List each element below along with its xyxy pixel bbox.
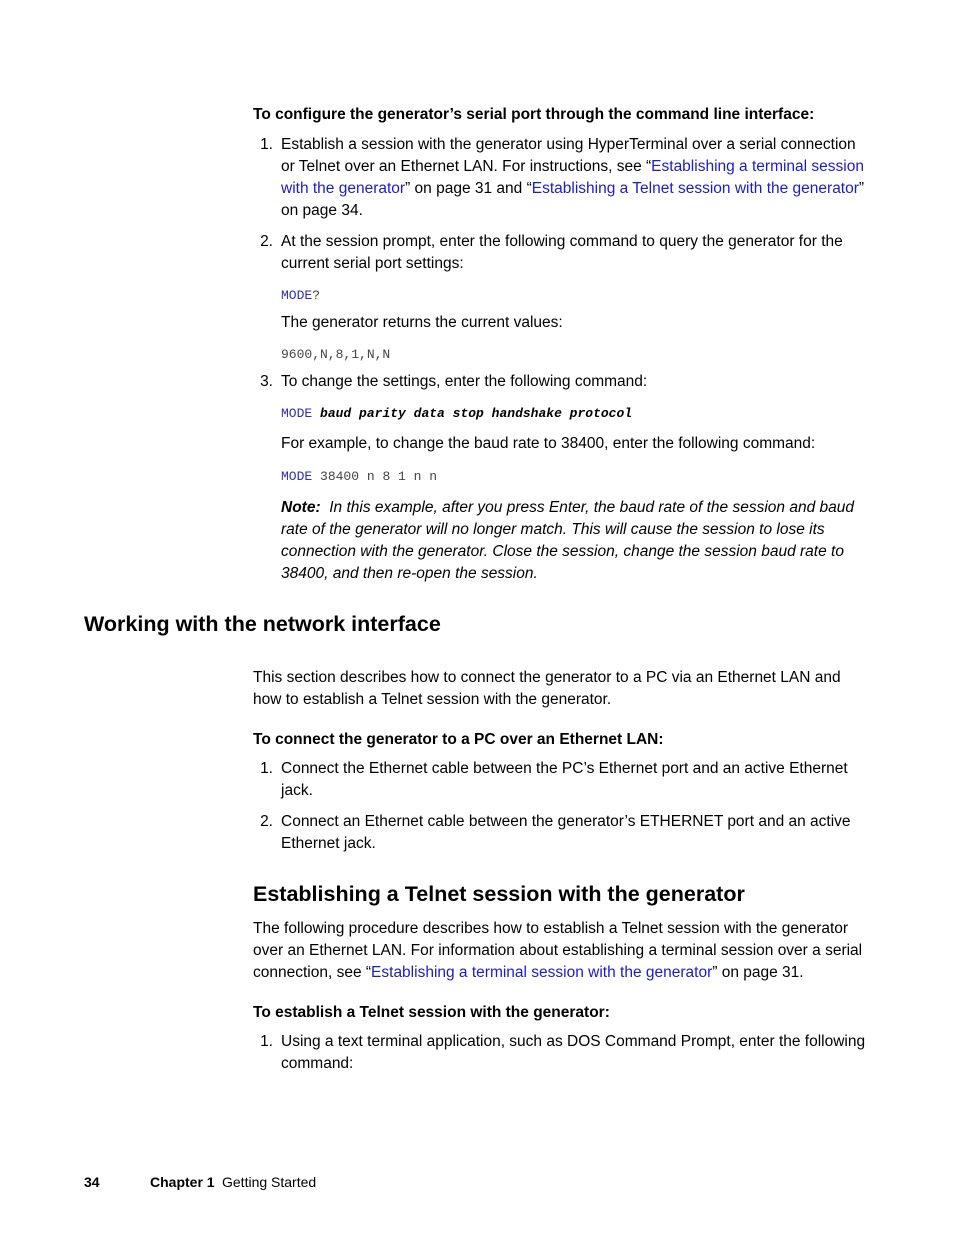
intro-text-b: ” on page 31. bbox=[712, 964, 804, 981]
chapter-label: Chapter 1 bbox=[150, 1174, 215, 1190]
returns-text: The generator returns the current values: bbox=[281, 314, 563, 331]
step-number: 2. bbox=[260, 813, 273, 830]
list-item-step-1 bbox=[253, 1031, 873, 1075]
code-rest: ? bbox=[312, 288, 321, 303]
example-text: For example, to change the baud rate to 38400, enter the following command: bbox=[281, 435, 816, 452]
procedure-heading-serial: To configure the generator’s serial port through the command line interface: bbox=[253, 106, 815, 123]
code-mode-query bbox=[281, 288, 320, 303]
page-number: 34 bbox=[84, 1174, 100, 1190]
intro-text-a: The following procedure describes how to establish a Telnet session with the generator over an Ethernet LAN. For information about establishing a terminal session over a serial connection, see “ bbox=[253, 920, 863, 981]
section-intro-telnet bbox=[253, 918, 873, 984]
list-item-step-3 bbox=[253, 371, 873, 393]
link-terminal-session[interactable]: Establishing a terminal session with the generator bbox=[371, 964, 713, 981]
code-rest: 38400 n 8 1 n n bbox=[320, 469, 438, 484]
list-item-step-1 bbox=[253, 134, 873, 222]
step-number: 1. bbox=[260, 1033, 273, 1050]
code-mode-syntax bbox=[281, 406, 632, 421]
list-item-step-2 bbox=[253, 231, 873, 275]
list-item bbox=[253, 811, 873, 855]
step-text: At the session prompt, enter the following command to query the generator for the current serial port settings: bbox=[281, 233, 843, 272]
step-text: Using a text terminal application, such as DOS Command Prompt, enter the following command: bbox=[281, 1033, 866, 1072]
step-text: Connect an Ethernet cable between the generator’s ETHERNET port and an active Ethernet jack. bbox=[281, 813, 851, 852]
code-mode-example bbox=[281, 469, 437, 484]
list-item bbox=[253, 758, 873, 802]
step-number: 1. bbox=[260, 760, 273, 777]
chapter-title: Getting Started bbox=[222, 1174, 317, 1190]
page-footer bbox=[84, 1174, 317, 1190]
note-label: Note: bbox=[281, 499, 321, 516]
code-returned-values: 9600,N,8,1,N,N bbox=[281, 347, 391, 362]
step-number: 1. bbox=[260, 136, 273, 153]
step-text-b: ” on page 31 and “ bbox=[405, 180, 532, 197]
code-keyword: MODE bbox=[281, 288, 313, 303]
step-text bbox=[281, 134, 871, 222]
step-text: To change the settings, enter the following command: bbox=[281, 373, 648, 390]
code-keyword: MODE bbox=[281, 469, 313, 484]
code-args: baud parity data stop handshake protocol bbox=[320, 406, 633, 421]
code-keyword: MODE bbox=[281, 406, 313, 421]
step-number: 3. bbox=[260, 373, 273, 390]
step-text: Connect the Ethernet cable between the PC’s Ethernet port and an active Ethernet jack. bbox=[281, 760, 848, 799]
link-terminal-session[interactable]: Establishing a terminal session with the generator bbox=[281, 158, 864, 197]
note-text: In this example, after you press Enter, the baud rate of the session and baud rate of the generator will no longer match. This will cause the session to lose its connection with the generator. Close the session, change the session baud rate to 38400, and then re-open the session. bbox=[281, 499, 854, 582]
procedure-heading-ethernet: To connect the generator to a PC over an Ethernet LAN: bbox=[253, 731, 664, 748]
link-telnet-session[interactable]: Establishing a Telnet session with the generator bbox=[531, 180, 859, 197]
procedure-heading-telnet: To establish a Telnet session with the generator: bbox=[253, 1004, 610, 1021]
section-heading-network: Working with the network interface bbox=[84, 612, 441, 636]
step-number: 2. bbox=[260, 233, 273, 250]
note-block bbox=[281, 497, 873, 585]
step-text-a: Establish a session with the generator using HyperTerminal over a serial connection or Telnet over an Ethernet LAN. For instructions, see “ bbox=[281, 136, 856, 175]
step-text-c: ” on page 34. bbox=[281, 180, 865, 219]
section-heading-telnet: Establishing a Telnet session with the generator bbox=[253, 882, 745, 906]
section-intro-network: This section describes how to connect the generator to a PC via an Ethernet LAN and how to establish a Telnet session with the generator. bbox=[253, 669, 841, 708]
